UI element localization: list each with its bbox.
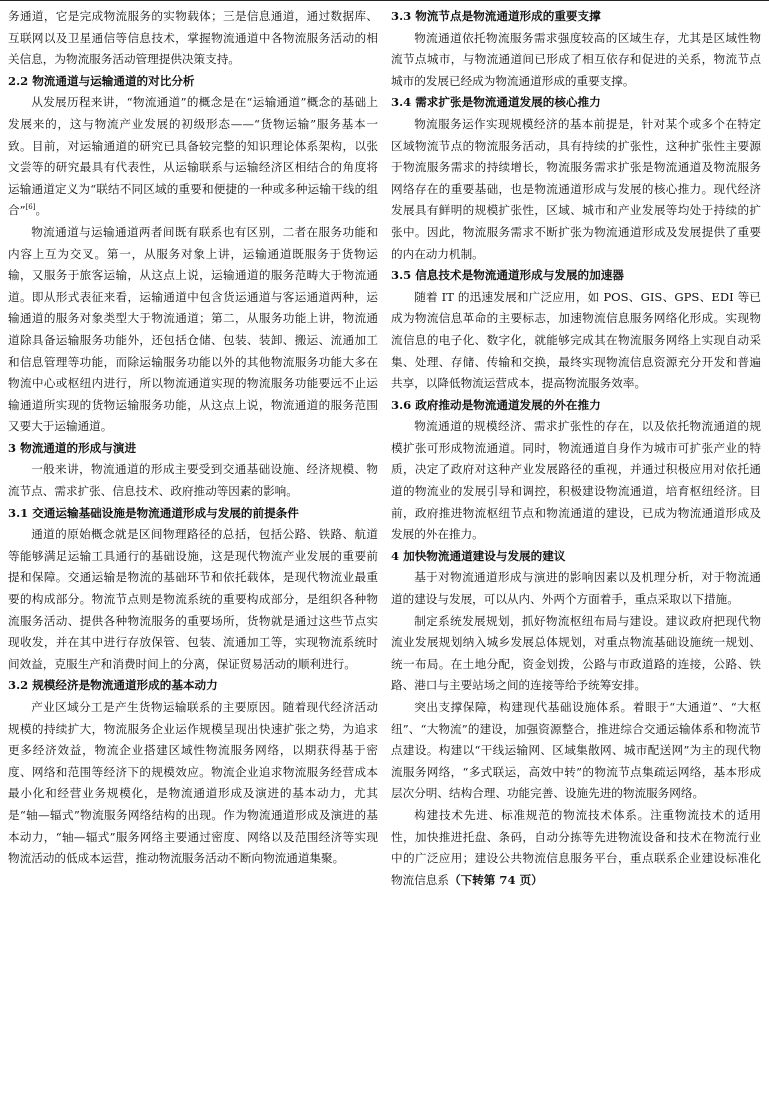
paragraph-comparison: 物流通道与运输通道两者间既有联系也有区别，二者在服务功能和内容上互为交叉。第一，从服务对象上讲，运输通道既服务于货物运输，又服务于旅客运输，从这点上说，运输通道的服务范畴大于物流通道。即从形式表征来看，运输通道中包含货运通道与客运通道两种，运输通道的服务对象类型大于物流通道；第二，从服务功能上讲，物流通道除具备运输服务功能外，还包括仓储、包装、装卸、搬运、流通加工和信息管理等功能，而除运输服务功能以外的其他物流服务功能大多在物流中心或枢纽内进行，所以物流通道实现的物流服务功能要远不止运输通道所实现的货物运输服务功能，从这点上说，物流通道的服务范围又要大于运输通道。: [8, 224, 378, 434]
continued-on-note: （下转第 74 页）: [448, 872, 543, 887]
paragraph-factors: 一般来讲，物流通道的形成主要受到交通基础设施、经济规模、物流节点、需求扩张、信息技术、政府推动等因素的影响。: [8, 462, 378, 499]
section-heading-2-2: 2.2 物流通道与运输通道的对比分析: [8, 73, 195, 88]
section-heading-3-2: 3.2 规模经济是物流通道形成的基本动力: [8, 678, 218, 693]
top-rule: [0, 0, 769, 1]
paragraph-history-text: 从发展历程来讲，“物流通道”的概念是在“运输通道”概念的基础上发展来的，这与物流产业发展的初级形态——“货物运输”服务基本一致。目前，对运输通道的研究已具备较完整的知识理论体系架构，以张文尝等的研究最具有代表性，从运输联系与运输经济区相结合的角度将运输通道定义为“联结不同区域的重要和便捷的一种或多种运输干线的组合”: [8, 95, 378, 218]
paragraph-history-end: 。: [35, 203, 48, 218]
paragraph-government: 物流通道的规模经济、需求扩张性的存在，以及依托物流通道的规模扩张可形成物流通道。同时，物流通道自身作为城市可扩张产业的特质，决定了政府对这种产业发展路径的重视，并通过积极应用对依托通道的物流业的发展引导和调控，积极建设物流通道，培育枢纽经济。目前，政府推进物流枢纽节点和物流通道的建设，已成为物流通道形成及发展的外在推力。: [391, 419, 761, 542]
left-column: [8, 6, 378, 891]
paragraph-tech-system: [391, 805, 761, 891]
two-column-body: [8, 6, 761, 891]
section-heading-3-1: 3.1 交通运输基础设施是物流通道形成与发展的前提条件: [8, 505, 299, 520]
paragraph-continued: 务通道，它是完成物流服务的实物载体；三是信息通道，通过数据库、互联网以及卫星通信等信息技术，掌握物流通道中各物流服务活动的相关信息，为物流服务活动管理提供决策支持。: [8, 9, 378, 67]
paragraph-it: 随着 IT 的迅速发展和广泛应用，如 POS、GIS、GPS、EDI 等已成为物流信息革命的主要标志，加速物流信息服务网络化形成。实现物流信息的电子化、数字化，就能够完成其在物流服务网络上实现自动采集、处理、存储、传输和交换，最终实现物流信息资源充分开发和普遍共享，以降低物流运营成本，提高物流服务效率。: [391, 289, 761, 391]
paragraph-history: [8, 92, 378, 222]
paragraph-scale-economy: 产业区域分工是产生货物运输联系的主要原因。随着现代经济活动规模的持续扩大，物流服务企业运作规模呈现出快速扩张之势，为追求更多经济效益，物流企业搭建区域性物流服务网络，以期获得基于密度、网络和范围等经济下的规模效应。物流企业追求物流服务经营成本最小化和经营业务规模化，是物流通道形成及演进的基本动力，尤其是“轴—辐式”物流服务网络结构的出现。作为物流通道形成及演进的基本动力，“轴—辐式”服务网络主要通过密度、网络以及范围经济等实现物流活动的低成本运营，推动物流服务活动不断向物流通道集聚。: [8, 700, 378, 866]
right-column: [391, 6, 761, 891]
paragraph-infrastructure: 通道的原始概念就是区间物理路径的总括，包括公路、铁路、航道等能够满足运输工具通行的基础设施，这是现代物流产业发展的重要前提和保障。交通运输是物流的基础环节和依托载体，是现代物流业最重要的构成部分。物流节点则是物流系统的重要构成部分，是组织各种物流服务活动、提供各种物流服务的重要场所，货物就是通过这些节点实现收发，并在其中进行存放保管、包装、流通加工等，实现物流系统时间效益，克服生产和消费时间上的分离，保证贸易活动的顺利进行。: [8, 527, 378, 671]
section-heading-3-4: 3.4 需求扩张是物流通道发展的核心推力: [391, 95, 601, 110]
paragraph-nodes: 物流通道依托物流服务需求强度较高的区域生存，尤其是区域性物流节点城市，与物流通道间已形成了相互依存和促进的关系，物流节点城市的发展已经成为物流通道形成的重要支撑。: [391, 30, 761, 88]
section-heading-3: 3 物流通道的形成与演进: [8, 440, 137, 455]
section-heading-3-5: 3.5 信息技术是物流通道形成与发展的加速器: [391, 268, 624, 283]
paragraph-infrastructure-system: 突出支撑保障，构建现代基础设施体系。着眼于“大通道”、“大枢纽”、“大物流”的建设，加强资源整合，推进综合交通运输体系和物流节点建设。构建以“干线运输网、区域集散网、城市配送网”为主的现代物流服务网络，“多式联运，高效中转”的物流节点集疏运网络，基本形成层次分明、结构合理、功能完善、设施先进的物流服务网络。: [391, 700, 761, 801]
citation-ref: [6]: [25, 203, 36, 212]
section-heading-4: 4 加快物流通道建设与发展的建议: [391, 548, 566, 563]
section-heading-3-3: 3.3 物流节点是物流通道形成的重要支撑: [391, 9, 601, 23]
paragraph-tech-system-text: 构建技术先进、标准规范的物流技术体系。注重物流技术的适用性，加快推进托盘、条码，自动分拣等先进物流设备和技术在物流行业中的广泛应用；建设公共物流信息服务平台，重点联系企业建设标准化物流信息系: [391, 807, 761, 887]
paragraph-suggestions-intro: 基于对物流通道形成与演进的影响因素以及机理分析，对于物流通道的建设与发展，可以从内、外两个方面着手，重点采取以下措施。: [391, 570, 761, 607]
paragraph-planning: 制定系统发展规划，抓好物流枢纽布局与建设。建议政府把现代物流业发展规划纳入城乡发展总体规划，对重点物流基础设施统一规划、统一布局。在土地分配，资金划拨，公路与市政道路的连接，公路、铁路、港口与主要站场之间的连接等给予统筹安排。: [391, 613, 761, 693]
paragraph-demand: 物流服务运作实现规模经济的基本前提是，针对某个或多个在特定区域物流节点的物流服务活动，具有持续的扩张性，这种扩张性主要源于物流服务需求的持续增长，物流服务需求扩张是物流通道及物流服务网络存在的重要基础，也是物流通道形成与发展的核心推力。现代经济发展具有鲜明的规模扩张性，区域、城市和产业发展等均处于持续的扩张中。因此，物流服务需求不断扩张为物流通道形成及发展提供了重要的内在动力机制。: [391, 116, 761, 261]
section-heading-3-6: 3.6 政府推动是物流通道发展的外在推力: [391, 397, 601, 412]
